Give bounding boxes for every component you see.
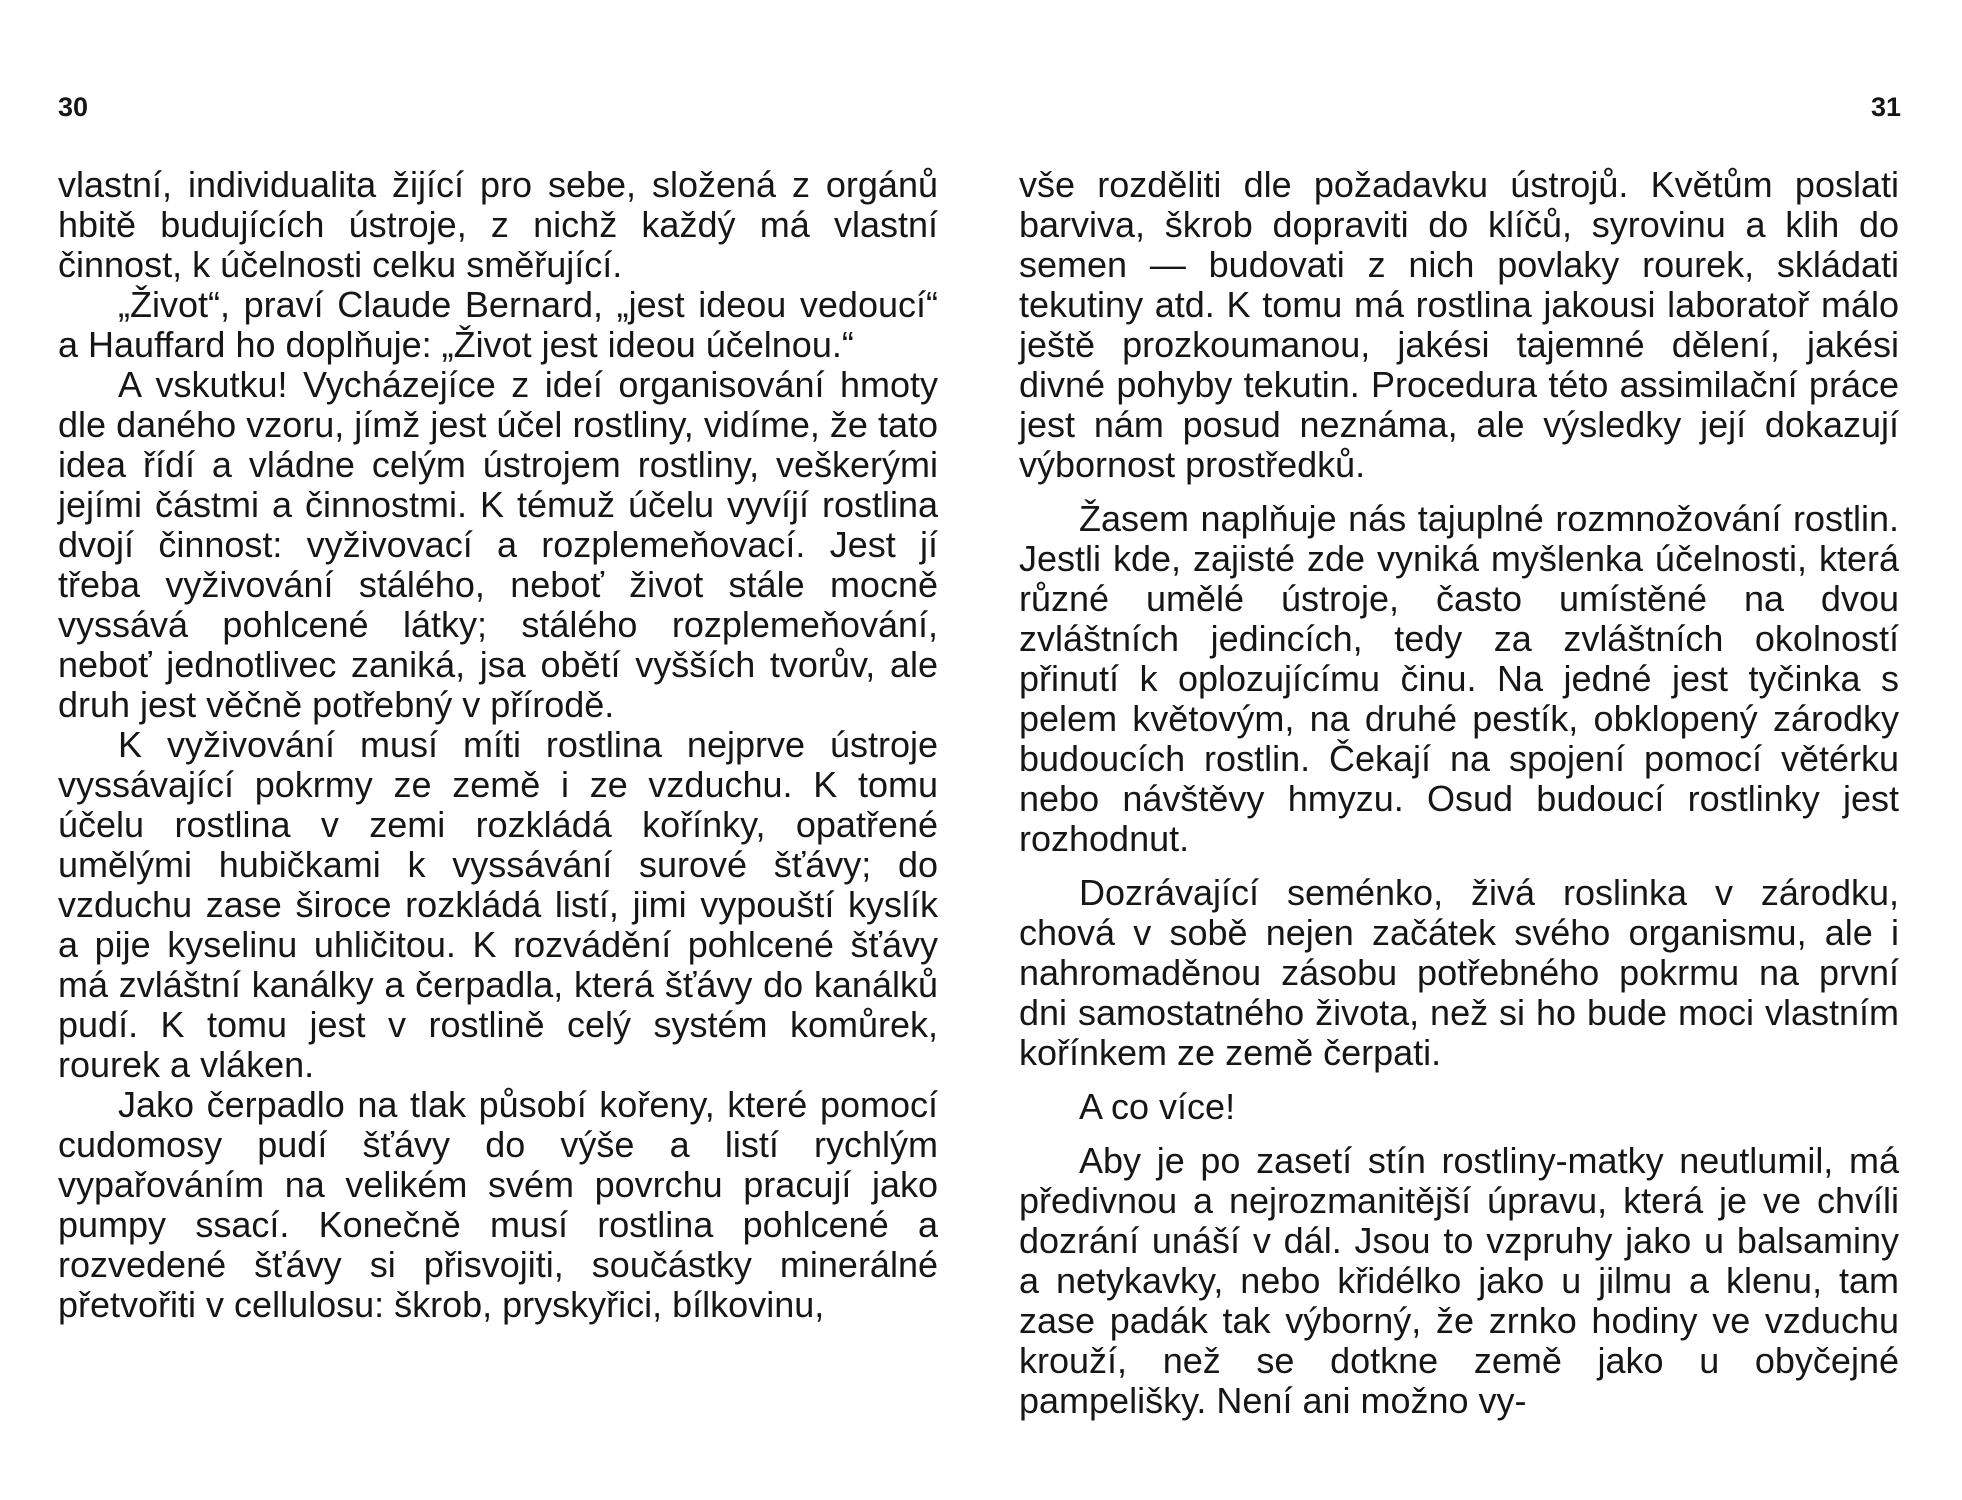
paragraph: Aby je po zasetí stín rostliny-matky neutlumil, má předivnou a nejrozmanitější úpravu, která je ve chvíli dozrání unáší v dál. Jsou to vzpruhy jako u balsaminy a netykavky, nebo křidélko jako u jilmu a klenu, tam zase padák tak výborný, že zrnko hodiny ve vzduchu krouží, než se dotkne země jako u obyčejné pampelišky. Není ani možno vy- [1019, 1140, 1899, 1421]
paragraph: K vyživování musí míti rostlina nejprve ústroje vyssávající pokrmy ze země i ze vzduchu. K tomu účelu rostlina v zemi rozkládá kořínky, opatřené umělými hubičkami k vyssávání surové šťávy; do vzduchu zase široce rozkládá listí, jimi vypouští kyslík a pije kyselinu uhličitou. K rozvádění pohlcené šťávy má zvláštní kanálky a čerpadla, která šťávy do kanálků pudí. K tomu jest v rostlině celý systém komůrek, rourek a vláken. [58, 724, 938, 1085]
page-text [1019, 165, 1899, 1421]
right-page [981, 0, 1962, 1500]
paragraph: A co více! [1079, 1086, 1236, 1127]
paragraph: vlastní, individualita žijící pro sebe, složená z orgánů hbitě budujících ústroje, z nichž každý má vlastní činnost, k účelnosti celku směřující. [58, 164, 938, 285]
page-number: 30 [58, 92, 89, 122]
paragraph: Jako čerpadlo na tlak působí kořeny, které pomocí cudomosy pudí šťávy do výše a listí rychlým vypařováním na velikém svém povrchu pracují jako pumpy ssací. Konečně musí rostlina pohlcené a rozvedené šťávy si přisvojiti, součástky minerálné přetvořiti v cellulosu: škrob, pryskyřici, bílkovinu, [58, 1084, 938, 1325]
page-number: 31 [1871, 92, 1902, 122]
paragraph: Žasem naplňuje nás tajuplné rozmnožování rostlin. Jestli kde, zajisté zde vyniká myšlenka účelnosti, která různé umělé ústroje, často umístěné na dvou zvláštních jedincích, tedy za zvláštních okolností přinutí k oplozujícímu činu. Na jedné jest tyčinka s pelem květovým, na druhé pestík, obklopený zárodky budoucích rostlin. Čekají na spojení pomocí větérku nebo návštěvy hmyzu. Osud budoucí rostlinky jest rozhodnut. [1019, 498, 1899, 859]
paragraph: Dozrávající seménko, živá roslinka v zárodku, chová v sobě nejen začátek svého organismu, ale i nahromaděnou zásobu potřebného pokrmu na první dni samostatného života, než si ho bude moci vlastním kořínkem ze země čerpati. [1019, 872, 1899, 1073]
paragraph: „Život“, praví Claude Bernard, „jest ideou vedoucí“ a Hauffard ho doplňuje: „Život jest ideou účelnou.“ [58, 284, 938, 365]
page-text [58, 165, 938, 1325]
paragraph: A vskutku! Vycházejíce z ideí organisování hmoty dle daného vzoru, jímž jest účel rostliny, vidíme, že tato idea řídí a vládne celým ústrojem rostliny, veškerými jejími částmi a činnostmi. K témuž účelu vyvíjí rostlina dvojí činnost: vyživovací a rozplemeňovací. Jest jí třeba vyživování stálého, neboť život stále mocně vyssává pohlcené látky; stálého rozplemeňování, neboť jednotlivec zaniká, jsa obětí vyšších tvorův, ale druh jest věčně potřebný v přírodě. [58, 364, 938, 725]
paragraph: vše rozděliti dle požadavku ústrojů. Květům poslati barviva, škrob dopraviti do klíčů, syrovinu a klih do semen — budovati z nich povlaky rourek, skládati tekutiny atd. K tomu má rostlina jakousi laboratoř málo ještě prozkoumanou, jakési tajemné dělení, jakési divné pohyby tekutin. Procedura této assimilační práce jest nám posud neznáma, ale výsledky její dokazují výbornost prostředků. [1019, 164, 1899, 485]
